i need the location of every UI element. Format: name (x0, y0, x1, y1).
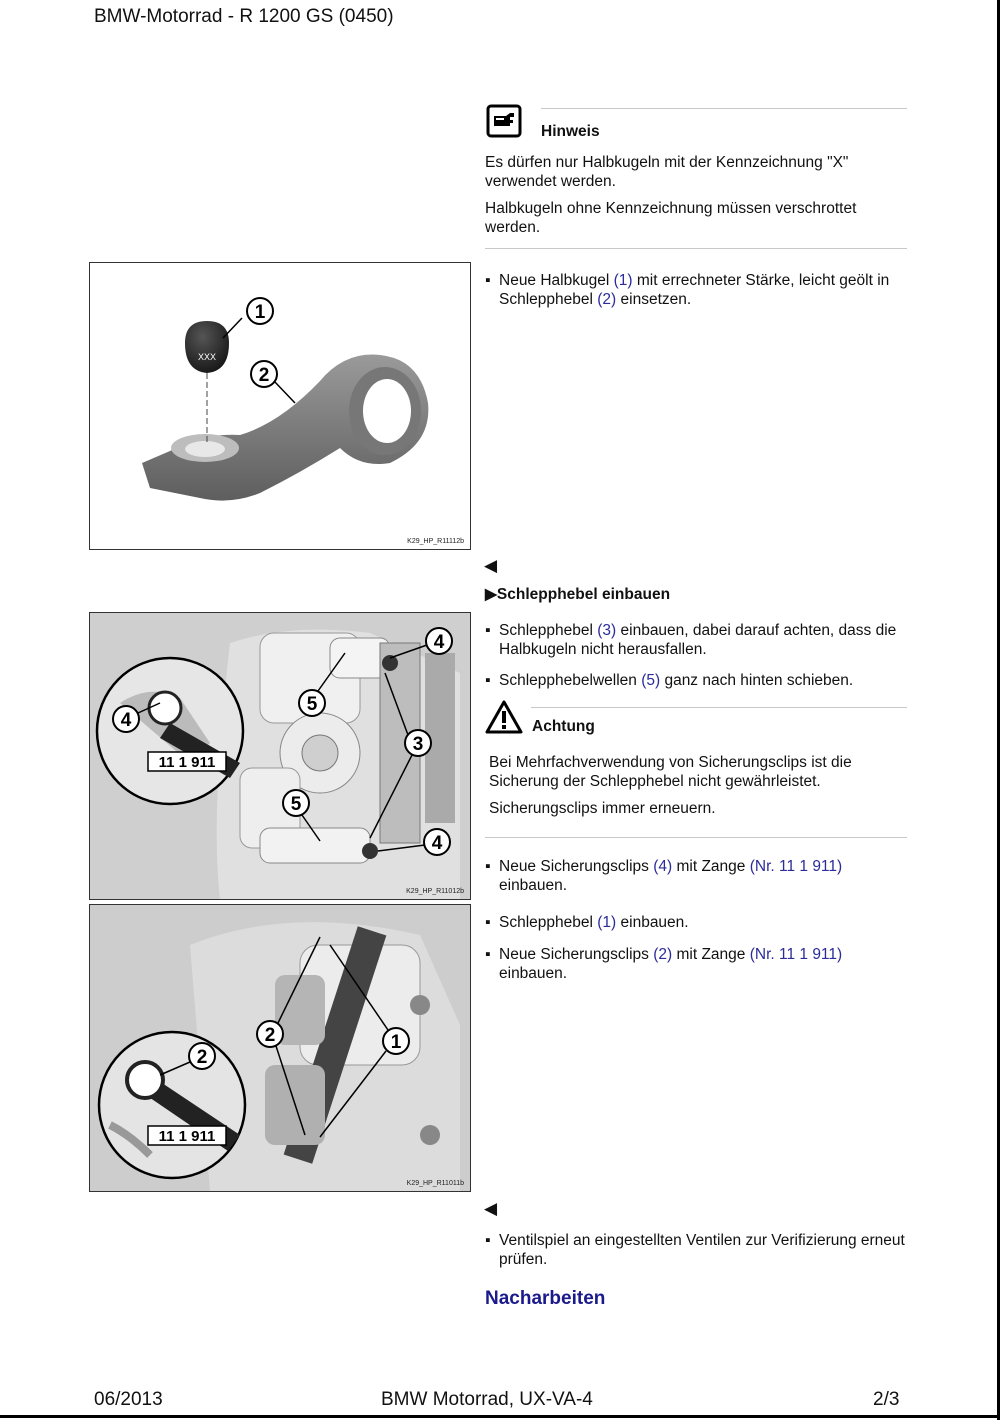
half-ball-marking: XXX (197, 352, 217, 362)
page-border-bottom (0, 1415, 1000, 1418)
callout-5b: 5 (290, 794, 302, 815)
footer-center: BMW Motorrad, UX-VA-4 (381, 1389, 593, 1410)
callout-5a: 5 (306, 694, 318, 715)
ref-tool-link-1[interactable]: (Nr. 11 1 911) (749, 858, 843, 875)
note-title: Hinweis (541, 123, 600, 140)
figure-id: K29_HP_R11012b (406, 888, 464, 895)
bullet-push-shafts: ▪ Schlepphebelwellen (5) ganz nach hinten schieben. (485, 672, 854, 689)
tool-number-label: 11 1 911 (158, 754, 216, 771)
figure-rocker-arm-half-ball (89, 262, 471, 550)
ref-link-5[interactable]: (5) (641, 672, 661, 689)
document-header-title: BMW-Motorrad - R 1200 GS (0450) (94, 6, 394, 27)
ref-link-1[interactable]: (1) (613, 272, 633, 289)
footer-date: 06/2013 (94, 1389, 163, 1410)
callout-2b: 2 (264, 1025, 276, 1046)
ref-link-3[interactable]: (3) (597, 622, 617, 639)
bullet-install-rocker-1: ▪ Schlepphebel (1) einbauen. (485, 914, 689, 931)
callout-2: 2 (258, 365, 270, 386)
note-hand-icon (486, 104, 522, 138)
next-section-heading[interactable]: Nacharbeiten (485, 1288, 606, 1309)
warning-top-rule (531, 707, 907, 708)
callout-1: 1 (254, 302, 266, 323)
warning-paragraph-1: Bei Mehrfachverwendung von Sicherungsclips ist die Sicherung der Schlepphebel nicht gewährleistet. (489, 754, 852, 790)
callout-4b: 4 (433, 632, 445, 653)
figure-id: K29_HP_R11011b (406, 1180, 464, 1187)
ref-link-2[interactable]: (2) (597, 291, 617, 308)
warning-bottom-rule (485, 837, 907, 838)
warning-paragraph-2: Sicherungsclips immer erneuern. (489, 800, 716, 817)
bullet-verify-clearance: ▪ Ventilspiel an eingestellten Ventilen zur Verifizierung erneut prüfen. (485, 1232, 905, 1268)
figure-rocker-install (89, 612, 471, 900)
callout-1: 1 (390, 1032, 402, 1053)
warning-triangle-icon (485, 700, 523, 734)
ref-link-1b[interactable]: (1) (597, 914, 617, 931)
section-end-marker: ◀ (484, 556, 498, 575)
note-paragraph-2: Halbkugeln ohne Kennzeichnung müssen verschrottet werden. (485, 200, 857, 236)
figure-id: K29_HP_R11112b (407, 538, 464, 545)
bullet-install-rocker: ▪ Schlepphebel (3) einbauen, dabei darauf achten, dass die Halbkugeln nicht herausfallen. (485, 622, 897, 658)
callout-4a: 4 (120, 710, 132, 731)
section-title: ▶Schlepphebel einbauen (485, 586, 671, 603)
footer-page: 2/3 (873, 1389, 900, 1410)
note-bottom-rule (485, 248, 907, 249)
note-paragraph-1: Es dürfen nur Halbkugeln mit der Kennzeichnung "X" verwendet werden. (485, 154, 849, 190)
bullet-insert-half-ball: ▪ Neue Halbkugel (1) mit errechneter Stärke, leicht geölt in Schlepphebel (2) einsetzen. (485, 272, 890, 308)
tool-number-label: 11 1 911 (158, 1128, 216, 1145)
callout-2a: 2 (196, 1047, 208, 1068)
callout-4c: 4 (431, 833, 443, 854)
figure-clips-install (89, 904, 471, 1192)
ref-tool-link-2[interactable]: (Nr. 11 1 911) (749, 946, 843, 963)
note-top-rule (541, 108, 907, 109)
ref-link-2b[interactable]: (2) (653, 946, 673, 963)
section-end-marker-2: ◀ (484, 1199, 498, 1218)
ref-link-4[interactable]: (4) (653, 858, 673, 875)
bullet-install-clips-2: ▪ Neue Sicherungsclips (2) mit Zange (Nr. 11 1 911) einbauen. (485, 946, 843, 982)
callout-3: 3 (412, 734, 424, 755)
bullet-install-clips-4: ▪ Neue Sicherungsclips (4) mit Zange (Nr. 11 1 911) einbauen. (485, 858, 843, 894)
warning-title: Achtung (532, 718, 595, 735)
page-border-right (997, 0, 1000, 1420)
